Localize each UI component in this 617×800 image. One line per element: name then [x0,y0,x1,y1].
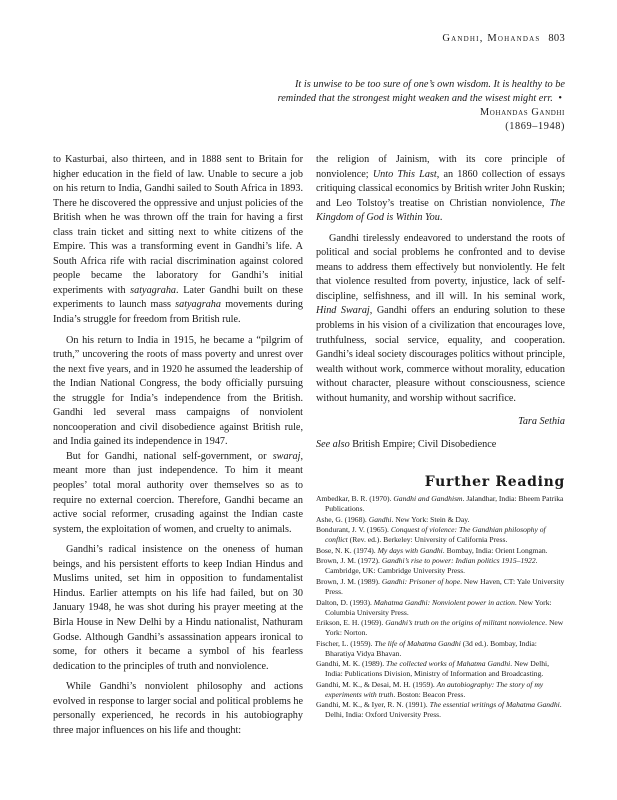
reference-author-year: Dalton, D. (1993). [316,597,374,607]
reference-author-year: Fischer, L. (1959). [316,638,375,648]
left-column [53,153,303,738]
reference-title: Gandhi and Gandhism [393,493,463,503]
right-paragraph-1 [316,153,565,226]
reference-entry [316,659,565,679]
reference-publisher: . Jalandhar, India: Bheem Patrika Publications. [325,493,564,513]
right-column [316,153,565,721]
term-satyagraha: satyagraha [130,284,177,296]
reference-title: Gandhi: Prisoner of hope [381,576,461,586]
reference-entry [316,546,565,556]
reference-publisher: . Cambridge, UK: Cambridge University Press. [325,556,538,576]
reference-title: The life of Mahatma Gandhi [374,638,461,648]
reference-title: The essential writings of Mahatma Gandhi [429,700,560,710]
reference-publisher: . Boston: Beacon Press. [393,689,466,699]
reference-title: The collected works of Mahatma Gandhi [386,659,511,669]
epigraph-quote: It is unwise to be too sure of one’s own wisdom. It is healthy to be reminded that the strongest might weaken and the wisest might err. [277,79,565,104]
reference-entry [316,515,565,525]
term-satyagraha: satyagraha [175,299,221,311]
reference-author-year: Gandhi, M. K., & Desai, M. H. (1959). [316,679,437,689]
reference-entry [316,680,565,700]
reference-title: Gandhi [368,514,392,524]
reference-publisher: . Delhi, India: Oxford University Press. [325,700,562,720]
left-paragraph-1 [53,153,303,328]
work-title: Hind Swaraj [316,305,370,317]
text-run: , Gandhi offers an enduring solution to these problems in his vision of a civilization that encourages love, truthfulness, social service, equality, and cooperation. Gandhi’s ideal society discourages politics without principle, wealth without work, commerce without morality, education without character, pleasure without consciousness, science without humanity, and worship without sacrifice. [316,305,565,404]
reference-author-year: Ashe, G. (1968). [316,514,369,524]
reference-publisher: . New York: Norton. [325,618,564,638]
reference-entry [316,639,565,659]
reference-entry [316,598,565,618]
text-run: movements during India’s struggle for freedom from British rule. [53,299,303,326]
reference-author-year: Ambedkar, B. R. (1970). [316,493,394,503]
author-signature: Tara Sethia [518,416,565,428]
text-run: Gandhi tirelessly endeavored to understand the roots of political and social problems he confronted and to devise means to address them effectively but nonviolently. He felt that violence resulted from poverty, injustice, lack of self-discipline, selfishness, and ill will. In his seminal work, [316,232,565,302]
left-paragraph-3 [53,450,303,537]
reference-publisher: . Bombay, India: Orient Longman. [442,545,548,555]
epigraph-separator: • [558,93,562,104]
further-reading-heading: Further Reading [424,474,565,491]
reference-author-year: Erikson, E. H. (1969). [316,618,386,628]
text-run: . Later Gandhi built on these experiments to launch mass [53,284,303,311]
epigraph [265,78,565,134]
reference-publisher: . New Haven, CT: Yale University Press. [325,576,565,596]
reference-author-year: Gandhi, M. K., & Iyer, R. N. (1991). [316,700,430,710]
reference-entry [316,577,565,597]
reference-entry [316,700,565,720]
reference-publisher: . New Delhi, India: Publications Division, Ministry of Information and Broadcasting. [325,659,550,679]
left-paragraph-2: On his return to India in 1915, he became a “pilgrim of truth,” uncovering the roots of mass poverty and unrest over the next five years, and in 1920 he assumed the leadership of the Indian National Congress, the body officially pursuing the struggle for India’s independence from the British. Gandhi led several mass campaigns of nonviolent noncooperation and civil disobedience against British rule, and India gained its independence in 1947. [53,334,303,448]
reference-title: An autobiography: The story of my experiments with truth [325,679,544,699]
work-title: The Kingdom of God is Within You [316,197,565,224]
see-also-label: See also [316,438,350,450]
reference-list [316,494,565,721]
reference-title: My days with Gandhi [377,545,443,555]
reference-entry [316,494,565,514]
reference-title: Mahatma Gandhi: Nonviolent power in action [373,597,515,607]
left-paragraph-4: Gandhi’s radical insistence on the oneness of human beings, and his persistent efforts to keep Indian Hindus and Muslims united, set him in opposition to fundamentalist Hindus. Earlier attempts on his life had failed, but on 30 January 1948, he was shot during his prayer meeting at the Birla House in New Delhi by a Hindu nationalist, Nathuram Godse. Although Gandhi’s assassination appears ironical to some, for others it became a symbol of his fearless dedication to the principles of truth and nonviolence. [53,544,303,672]
reference-title: Gandhi’s rise to power: Indian politics 1915–1922 [381,556,536,566]
epigraph-dates: (1869–1948) [505,121,565,132]
reference-publisher: . New York: Columbia University Press. [325,597,552,617]
term-swaraj: swaraj [272,450,301,462]
left-paragraph-5: While Gandhi’s nonviolent philosophy and actions evolved in response to larger social and political problems he personally experienced, he records in his autobiography three major influences on his life and thought: [53,681,303,736]
reference-entry [316,618,565,638]
reference-author-year: Bose, N. K. (1974). [316,545,378,555]
running-head [442,33,565,44]
page-number: 803 [548,33,565,44]
running-title: Gandhi, Mohandas [442,33,541,44]
right-paragraph-2 [316,232,565,407]
see-also [316,438,565,453]
see-also-items: British Empire; Civil Disobedience [352,438,497,450]
epigraph-author: Mohandas Gandhi [480,107,565,118]
reference-title: Gandhi’s truth on the origins of militant nonviolence [385,618,546,628]
text-run: the religion of Jainism, with its core principle of nonviolence; [316,154,565,180]
reference-publisher: . New York: Stein & Day. [391,514,470,524]
text-run: , an 1860 collection of essays critiquing classical economics by British writer John Ruskin; and Leo Tolstoy’s treatise on Christian nonviolence, [316,168,565,209]
reference-title: Conquest of violence: The Gandhian philosophy of conflict [325,525,546,545]
text-run: But for Gandhi, national self-government, or [66,450,273,462]
reference-entry [316,556,565,576]
text-run: . [439,212,443,224]
text-run: to Kasturbai, also thirteen, and in 1888 sent to Britain for higher education in the field of law. Unable to secure a job on his return to India, Gandhi sailed to South Africa in 1893. There he discovered the oppressive and unjust policies of the British when he was thrown off the train for having a first class train ticket and sitting next to white citizens of the Empire. This was a transforming event in Gandhi’s life. A South Africa rife with racial discrimination against colored people became the laboratory for Gandhi’s initial experiments with [53,154,303,296]
work-title: Unto This Last [372,168,437,180]
reference-author-year: Bondurant, J. V. (1965). [316,525,391,535]
reference-author-year: Gandhi, M. K. (1989). [316,659,387,669]
reference-publisher: (Rev. ed.). Berkeley: University of California Press. [347,535,508,545]
reference-entry [316,525,565,545]
reference-author-year: Brown, J. M. (1972). [316,556,382,566]
reference-author-year: Brown, J. M. (1989). [316,576,382,586]
text-run: , meant more than just independence. To him it meant peoples’ total moral authority over themselves so as to require no external coercion. Therefore, Gandhi became an active social reformer, crusading against the Indian caste system, the exploitation of women, and cruelty to animals. [53,450,303,535]
reference-publisher: (3d ed.). Bombay, India: Bharatiya Vidya Bhavan. [325,638,537,658]
